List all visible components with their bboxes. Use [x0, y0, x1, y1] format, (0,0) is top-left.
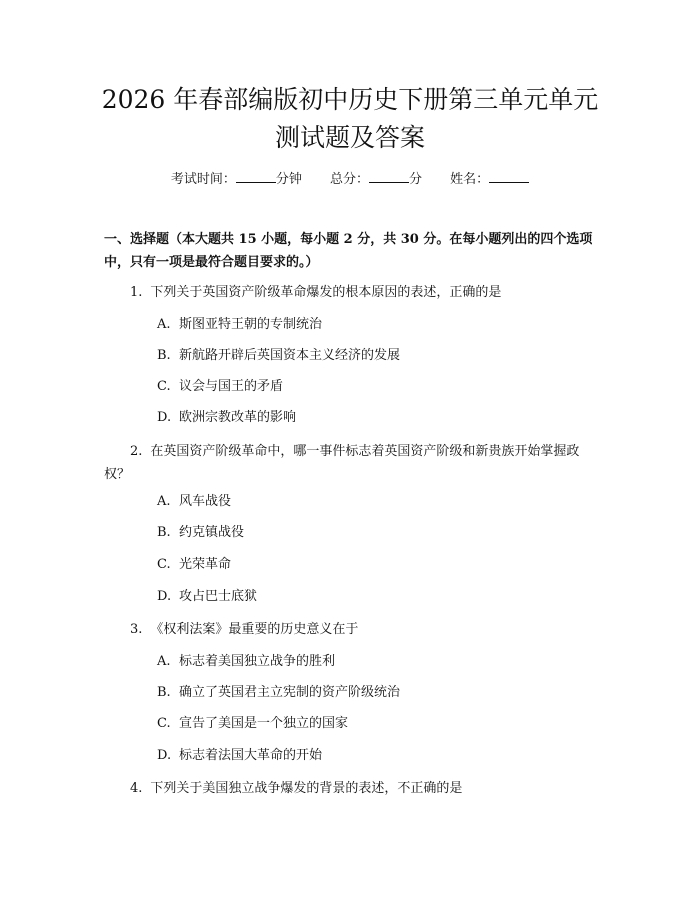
option-text: 风车战役: [179, 494, 232, 509]
question-1-option-c[interactable]: [157, 377, 283, 397]
option-letter: D.: [157, 410, 172, 425]
option-letter: C.: [157, 716, 171, 731]
exam-time-field: [171, 172, 306, 187]
option-text: 宣告了美国是一个独立的国家: [179, 716, 349, 731]
option-text: 议会与国王的矛盾: [179, 379, 284, 394]
option-text: 新航路开辟后英国资本主义经济的发展: [179, 348, 401, 363]
option-letter: A.: [157, 494, 171, 509]
option-text: 攻占巴士底狱: [179, 589, 258, 604]
exam-time-label: 考试时间：: [170, 172, 236, 187]
question-1: [104, 281, 596, 304]
question-2: [104, 440, 596, 486]
total-score-field: [330, 172, 426, 187]
total-score-blank[interactable]: [369, 168, 409, 183]
option-letter: D.: [157, 589, 172, 604]
total-score-unit: 分: [409, 172, 423, 187]
exam-meta: [0, 168, 700, 190]
student-name-blank[interactable]: [489, 168, 529, 183]
option-letter: C.: [157, 557, 171, 572]
student-name-label: 姓名：: [450, 172, 490, 187]
question-text: 下列关于美国独立战争爆发的背景的表述，不正确的是: [150, 781, 463, 796]
question-text: 《权利法案》最重要的历史意义在于: [150, 622, 359, 637]
question-2-option-d[interactable]: [157, 587, 257, 607]
question-3-option-a[interactable]: [157, 652, 335, 672]
question-2-option-a[interactable]: [157, 492, 231, 512]
question-number: 2.: [130, 444, 143, 459]
question-2-option-c[interactable]: [157, 555, 231, 575]
option-text: 斯图亚特王朝的专制统治: [179, 317, 323, 332]
option-letter: A.: [157, 654, 171, 669]
option-text: 标志着美国独立战争的胜利: [179, 654, 336, 669]
question-3-option-d[interactable]: [157, 746, 322, 766]
option-letter: B.: [157, 685, 171, 700]
section-heading: 一、选择题（本大题共 15 小题，每小题 2 分，共 30 分。在每小题列出的四个选项中，只有一项是最符合题目要求的。）: [104, 232, 593, 270]
exam-time-blank[interactable]: [236, 168, 276, 183]
question-number: 3.: [130, 622, 143, 637]
option-letter: A.: [157, 317, 171, 332]
question-3-option-b[interactable]: [157, 683, 400, 703]
exam-time-unit: 分钟: [275, 172, 302, 187]
question-4: [104, 777, 596, 800]
question-1-option-d[interactable]: [157, 408, 296, 428]
question-3-option-c[interactable]: [157, 714, 348, 734]
option-letter: B.: [157, 525, 171, 540]
option-text: 标志着法国大革命的开始: [179, 748, 323, 763]
option-text: 光荣革命: [179, 557, 232, 572]
option-letter: B.: [157, 348, 171, 363]
option-letter: D.: [157, 748, 172, 763]
question-3: [104, 618, 596, 641]
option-text: 欧洲宗教改革的影响: [179, 410, 297, 425]
page-title-line1: 2026 年春部编版初中历史下册第三单元单元: [101, 85, 599, 114]
question-text: 在英国资产阶级革命中，哪一事件标志着英国资产阶级和新贵族开始掌握政权？: [104, 444, 580, 482]
page-title-line2: 测试题及答案: [274, 123, 425, 152]
option-text: 约克镇战役: [179, 525, 245, 540]
question-2-option-b[interactable]: [157, 523, 244, 543]
student-name-field: [450, 172, 529, 187]
question-1-option-a[interactable]: [157, 315, 322, 335]
question-1-option-b[interactable]: [157, 346, 400, 366]
option-text: 确立了英国君主立宪制的资产阶级统治: [179, 685, 401, 700]
question-number: 4.: [130, 781, 143, 796]
option-letter: C.: [157, 379, 171, 394]
total-score-label: 总分：: [329, 172, 369, 187]
question-number: 1.: [130, 285, 143, 300]
question-text: 下列关于英国资产阶级革命爆发的根本原因的表述，正确的是: [150, 285, 502, 300]
